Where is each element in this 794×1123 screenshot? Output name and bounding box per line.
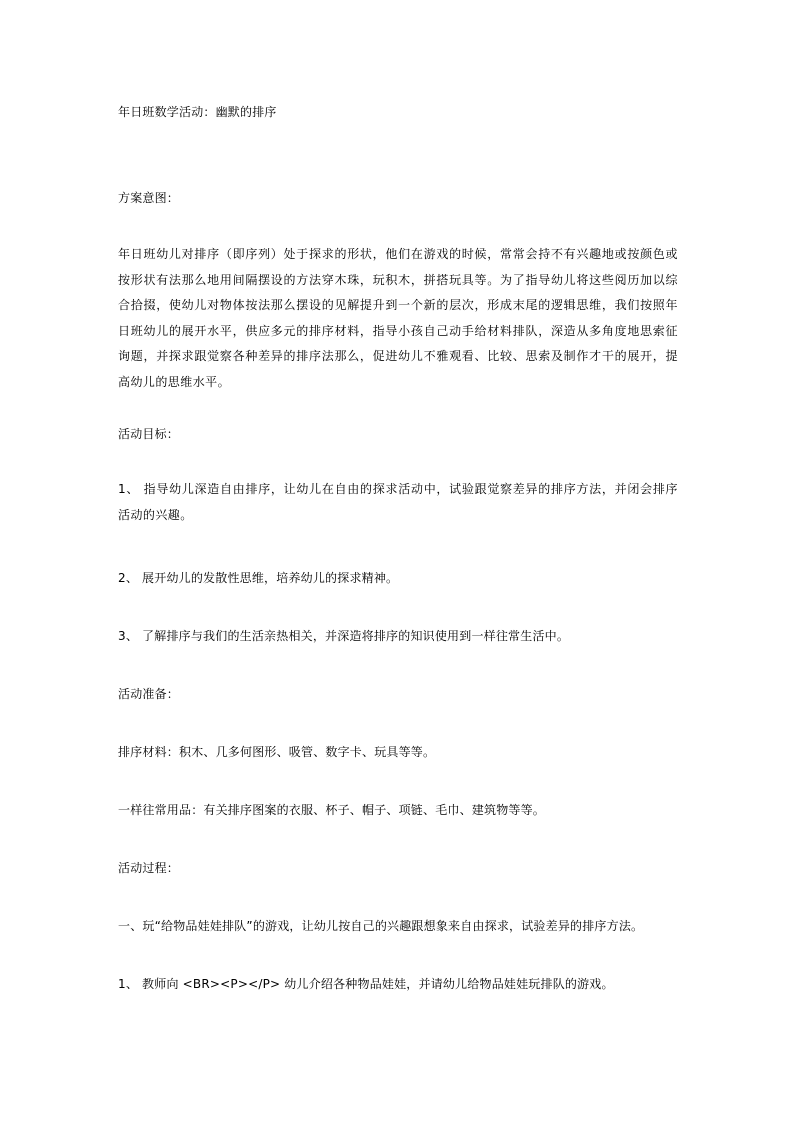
- goal-item-1: 1、 指导幼儿深造自由排序，让幼儿在自由的探求活动中，试验跟觉察差异的排序方法，并闭会排序活动的兴趣。: [118, 482, 678, 522]
- prep-heading: 活动准备：: [118, 687, 180, 701]
- document-title: 年日班数学活动：幽默的排序: [118, 105, 277, 119]
- prep-materials: 排序材料：积木、几多何图形、吸管、数字卡、玩具等等。: [118, 745, 436, 759]
- process-step-1: 一、玩“给物品娃娃排队”的游戏，让幼儿按自己的兴趣跟想象来自由探求，试验差异的排序方法。: [118, 919, 644, 933]
- prep-daily-items: 一样往常用品：有关排序图案的衣服、杯子、帽子、项链、毛巾、建筑物等等。: [118, 803, 546, 817]
- goal-item-3: 3、 了解排序与我们的生活亲热相关，并深造将排序的知识使用到一样往常生活中。: [118, 629, 570, 643]
- goal-item-2: 2、 展开幼儿的发散性思维，培养幼儿的探求精神。: [118, 571, 399, 585]
- process-step-1-1: 1、 教师向 <BR><P></P> 幼儿介绍各种物品娃娃，并请幼儿给物品娃娃玩排队的游戏。: [118, 977, 614, 991]
- intent-paragraph: 年日班幼儿对排序（即序列）处于探求的形状，他们在游戏的时候，常常会持不有兴趣地或按颜色或按形状有法那么地用间隔摆设的方法穿木珠，玩积木，拼搭玩具等。为了指导幼儿将这些阅历加以综合拾掇，使幼儿对物体按法那么摆设的见解提升到一个新的层次，形成末尾的逻辑思维，我们按照年日班幼儿的展开水平，供应多元的排序材料，指导小孩自己动手给材料排队，深造从多角度地思索征询题，并探求跟觉察各种差异的排序法那么，促进幼儿不雅观看、比较、思索及制作才干的展开，提高幼儿的思维水平。: [118, 247, 678, 389]
- intent-heading: 方案意图：: [118, 191, 180, 205]
- goals-heading: 活动目标：: [118, 427, 180, 441]
- process-heading: 活动过程：: [118, 861, 180, 875]
